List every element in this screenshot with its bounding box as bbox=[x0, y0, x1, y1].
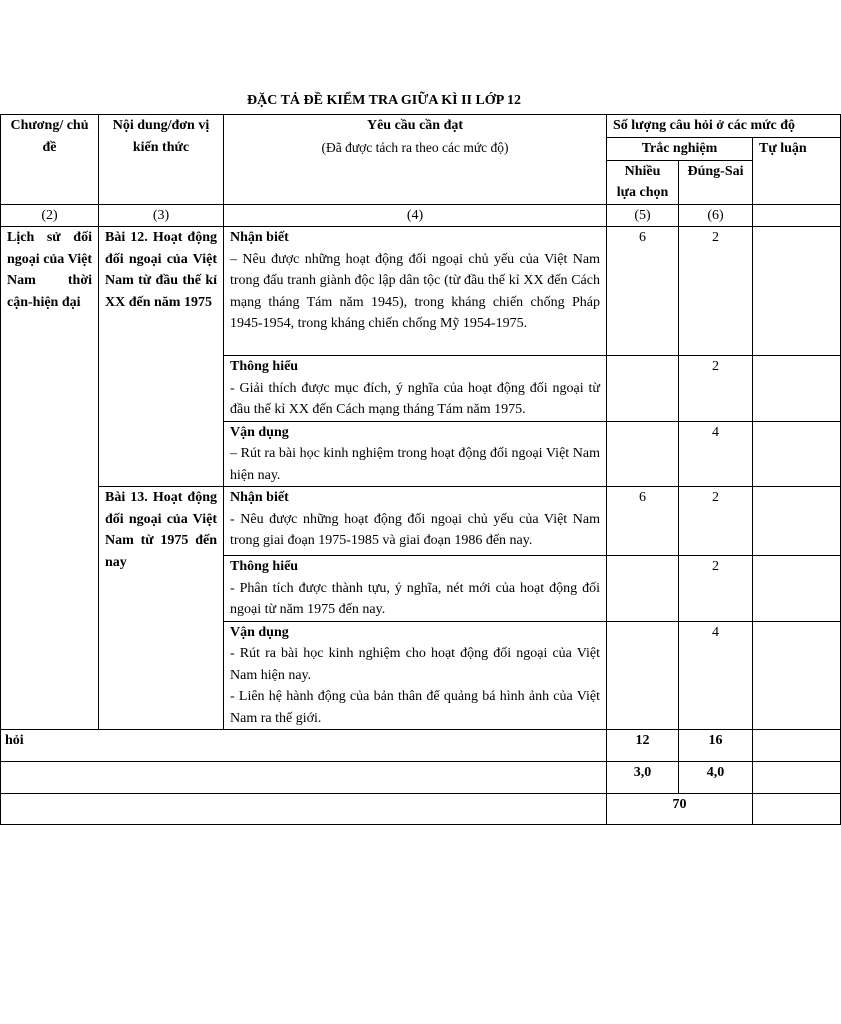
requirement-cell bbox=[224, 556, 607, 622]
total-percent-row bbox=[1, 794, 841, 825]
col-number-7 bbox=[753, 204, 841, 227]
document-title: ĐẶC TẢ ĐỀ KIỂM TRA GIỮA KÌ II LỚP 12 bbox=[247, 93, 521, 108]
percent-objective: 70 bbox=[607, 794, 753, 825]
level-label: Thông hiểu bbox=[230, 359, 299, 374]
header-requirement: Yêu cầu cần đạt (Đã được tách ra theo các mức độ) bbox=[224, 115, 607, 205]
level-label: Thông hiểu bbox=[230, 559, 299, 574]
total-score-label bbox=[1, 762, 607, 794]
level-label: Nhận biết bbox=[230, 230, 289, 245]
requirement-cell bbox=[224, 487, 607, 556]
requirement-text: – Nêu được những hoạt động đối ngoại chủ yếu của Việt Nam trong đấu tranh giành độc lập dân tộc (từ đầu thế kỉ XX đến Cách mạng tháng Tám năm 1945), trong kháng chiến chống Pháp 1945-1954, trong kháng chiến chống Mỹ 1954-1975. bbox=[230, 251, 600, 331]
score-multiple-choice: 3,0 bbox=[607, 762, 679, 794]
multiple-choice-count bbox=[607, 621, 679, 730]
true-false-count: 2 bbox=[679, 356, 753, 422]
chapter-cell: Lịch sử đối ngoại của Việt Nam thời cận-hiện đại bbox=[1, 227, 99, 730]
essay-count bbox=[753, 621, 841, 730]
essay-count bbox=[753, 487, 841, 556]
lesson-name-cell: Bài 12. Hoạt động đối ngoại của Việt Nam từ đầu thế kỉ XX đến năm 1975 bbox=[99, 227, 224, 487]
header-multiple-choice: Nhiều lựa chọn bbox=[607, 160, 679, 204]
score-essay bbox=[753, 762, 841, 794]
requirement-text: - Liên hệ hành động của bản thân để quảng bá hình ảnh của Việt Nam ra thế giới. bbox=[230, 689, 600, 726]
multiple-choice-count: 6 bbox=[607, 227, 679, 356]
essay-count bbox=[753, 556, 841, 622]
essay-count bbox=[753, 356, 841, 422]
true-false-count: 2 bbox=[679, 487, 753, 556]
score-true-false: 4,0 bbox=[679, 762, 753, 794]
requirement-text: - Giải thích được mục đích, ý nghĩa của hoạt động đối ngoại từ đầu thế kỉ XX đến Cách mạng tháng Tám năm 1975. bbox=[230, 380, 600, 417]
requirement-cell bbox=[224, 621, 607, 730]
true-false-count: 4 bbox=[679, 621, 753, 730]
requirement-cell bbox=[224, 356, 607, 422]
requirement-cell bbox=[224, 227, 607, 356]
essay-count bbox=[753, 227, 841, 356]
multiple-choice-count bbox=[607, 421, 679, 487]
level-label: Vận dụng bbox=[230, 424, 289, 440]
total-essay bbox=[753, 730, 841, 762]
total-true-false: 16 bbox=[679, 730, 753, 762]
level-label: Vận dụng bbox=[230, 624, 289, 640]
col-number-6: (6) bbox=[679, 204, 753, 227]
header-true-false: Đúng-Sai bbox=[679, 160, 753, 204]
col-number-4: (4) bbox=[224, 204, 607, 227]
multiple-choice-count bbox=[607, 356, 679, 422]
requirement-cell bbox=[224, 421, 607, 487]
col-number-2: (2) bbox=[1, 204, 99, 227]
requirement-text: - Rút ra bài học kinh nghiệm cho hoạt động đối ngoại của Việt Nam hiện nay. bbox=[230, 646, 600, 683]
total-count-row bbox=[1, 730, 841, 762]
header-essay: Tự luận bbox=[753, 138, 841, 205]
col-number-5: (5) bbox=[607, 204, 679, 227]
true-false-count: 2 bbox=[679, 227, 753, 356]
multiple-choice-count: 6 bbox=[607, 487, 679, 556]
total-score-row bbox=[1, 762, 841, 794]
header-chapter: Chương/ chủ đề bbox=[1, 115, 99, 205]
multiple-choice-count bbox=[607, 556, 679, 622]
table-row bbox=[1, 487, 841, 556]
requirement-text: - Phân tích được thành tựu, ý nghĩa, nét mới của hoạt động đối ngoại từ năm 1975 đến nay. bbox=[230, 580, 600, 617]
requirement-text: – Rút ra bài học kinh nghiệm trong hoạt động đối ngoại Việt Nam hiện nay. bbox=[230, 446, 600, 483]
table-row bbox=[1, 227, 841, 356]
percent-essay bbox=[753, 794, 841, 825]
total-count-label: hỏi bbox=[1, 730, 607, 762]
col-number-3: (3) bbox=[99, 204, 224, 227]
true-false-count: 2 bbox=[679, 556, 753, 622]
level-label: Nhận biết bbox=[230, 490, 289, 505]
total-multiple-choice: 12 bbox=[607, 730, 679, 762]
requirement-text: - Nêu được những hoạt động đối ngoại chủ yếu của Việt Nam trong giai đoạn 1975-1985 và giai đoạn 1986 đến nay. bbox=[230, 511, 600, 548]
lesson-name-cell: Bài 13. Hoạt động đối ngoại của Việt Nam từ 1975 đến nay bbox=[99, 487, 224, 730]
specification-table bbox=[0, 114, 841, 825]
header-objective: Trắc nghiệm bbox=[607, 138, 753, 161]
header-question-count: Số lượng câu hỏi ở các mức độ bbox=[607, 115, 841, 138]
total-percent-label bbox=[1, 794, 607, 825]
essay-count bbox=[753, 421, 841, 487]
true-false-count: 4 bbox=[679, 421, 753, 487]
header-content: Nội dung/đơn vị kiến thức bbox=[99, 115, 224, 205]
